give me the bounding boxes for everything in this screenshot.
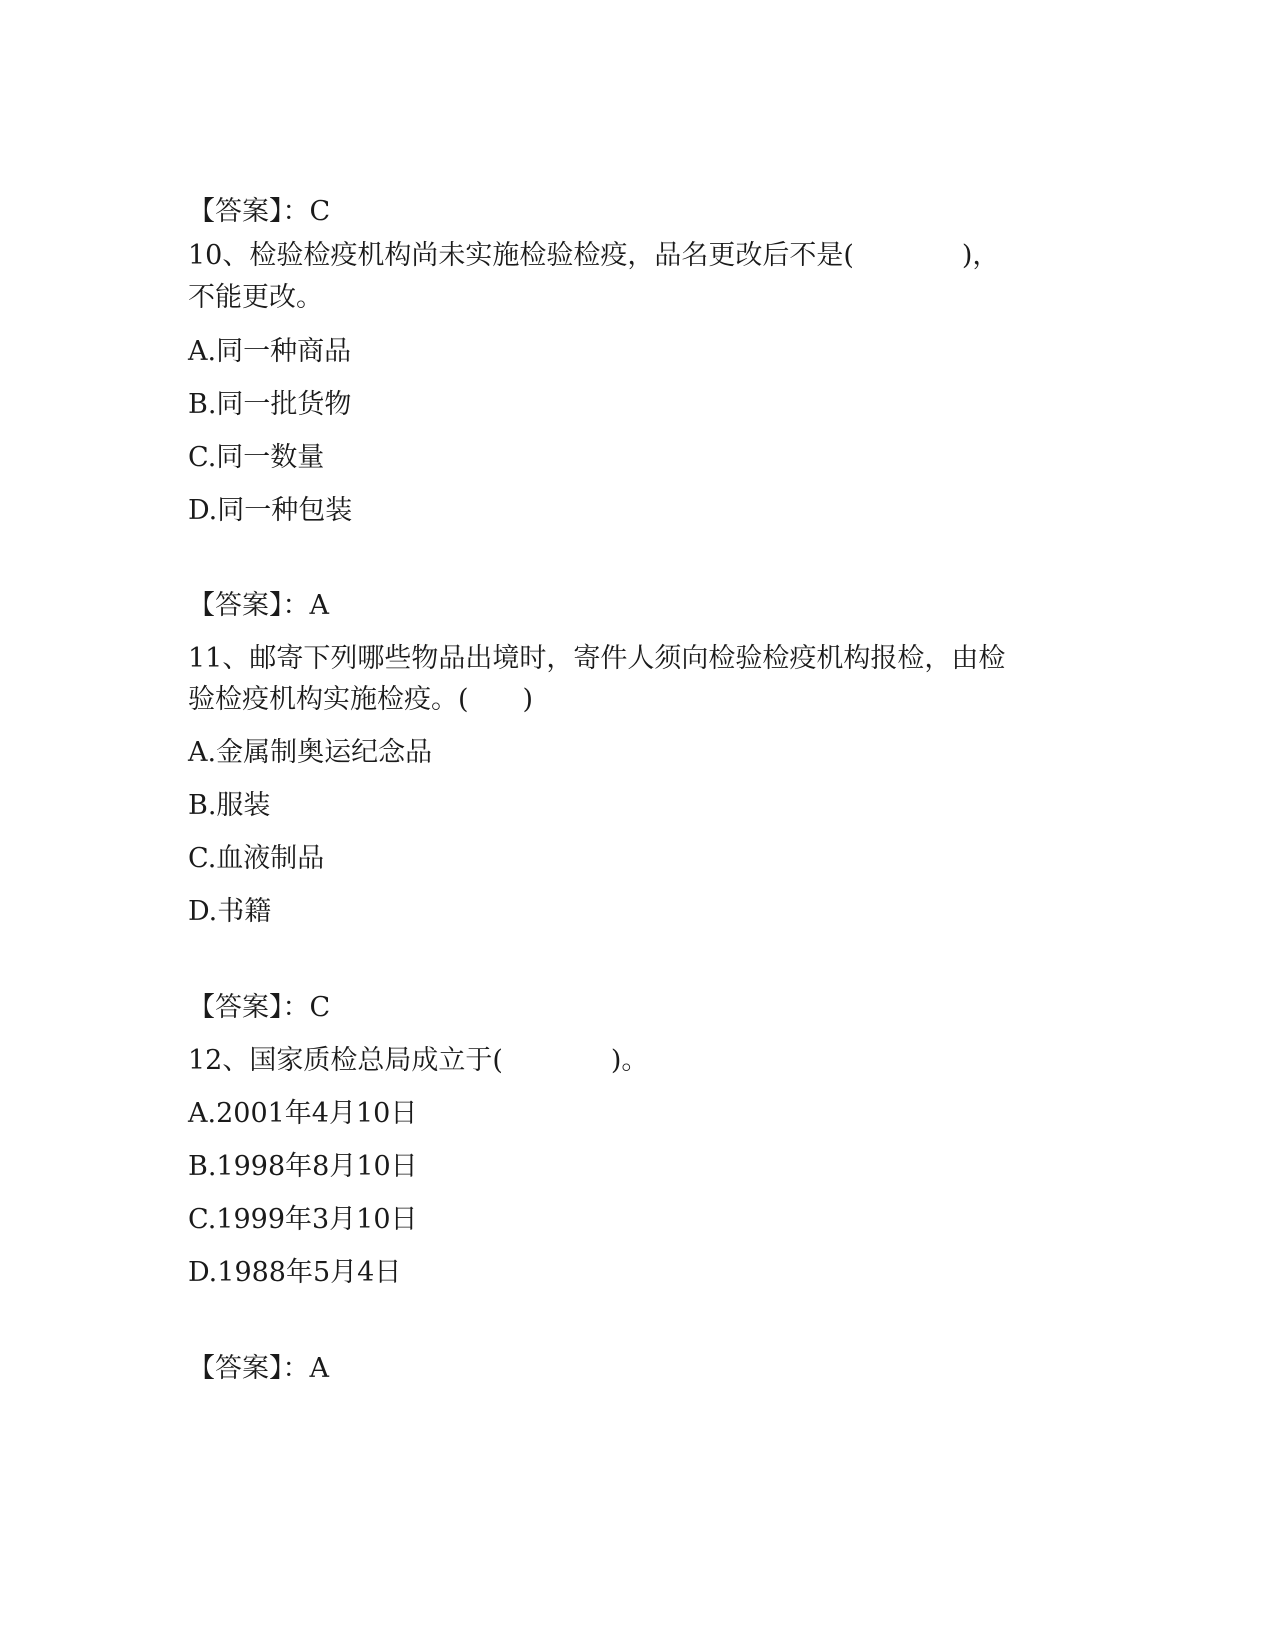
option-d: D.同一种包装 [188, 495, 353, 526]
option-b: B.同一批货物 [188, 389, 352, 420]
option-b: B.服装 [188, 790, 271, 821]
option-d: D.书籍 [188, 896, 272, 927]
option-a: A.2001年4月10日 [188, 1098, 418, 1129]
option-c: C.血液制品 [188, 843, 325, 874]
option-c: C.1999年3月10日 [188, 1204, 418, 1235]
question-11-text: 11、邮寄下列哪些物品出境时，寄件人须向检验检疫机构报检，由检 [188, 643, 1006, 674]
option-a: A.同一种商品 [188, 336, 352, 367]
answer-label: 【答案】：C [188, 992, 331, 1023]
option-c: C.同一数量 [188, 442, 325, 473]
answer-label: 【答案】：A [188, 590, 329, 621]
answer-label: 【答案】：A [188, 1353, 329, 1384]
question-11-text-cont: 验检疫机构实施检疫。( ) [188, 684, 534, 715]
answer-label: 【答案】：C [188, 196, 331, 227]
question-10-text: 10、检验检疫机构尚未实施检验检疫，品名更改后不是( )， [188, 240, 1000, 271]
option-a: A.金属制奥运纪念品 [188, 737, 433, 768]
option-b: B.1998年8月10日 [188, 1151, 418, 1182]
question-10-text-cont: 不能更改。 [188, 282, 323, 313]
question-12-text: 12、国家质检总局成立于( )。 [188, 1045, 649, 1076]
option-d: D.1988年5月4日 [188, 1257, 402, 1288]
